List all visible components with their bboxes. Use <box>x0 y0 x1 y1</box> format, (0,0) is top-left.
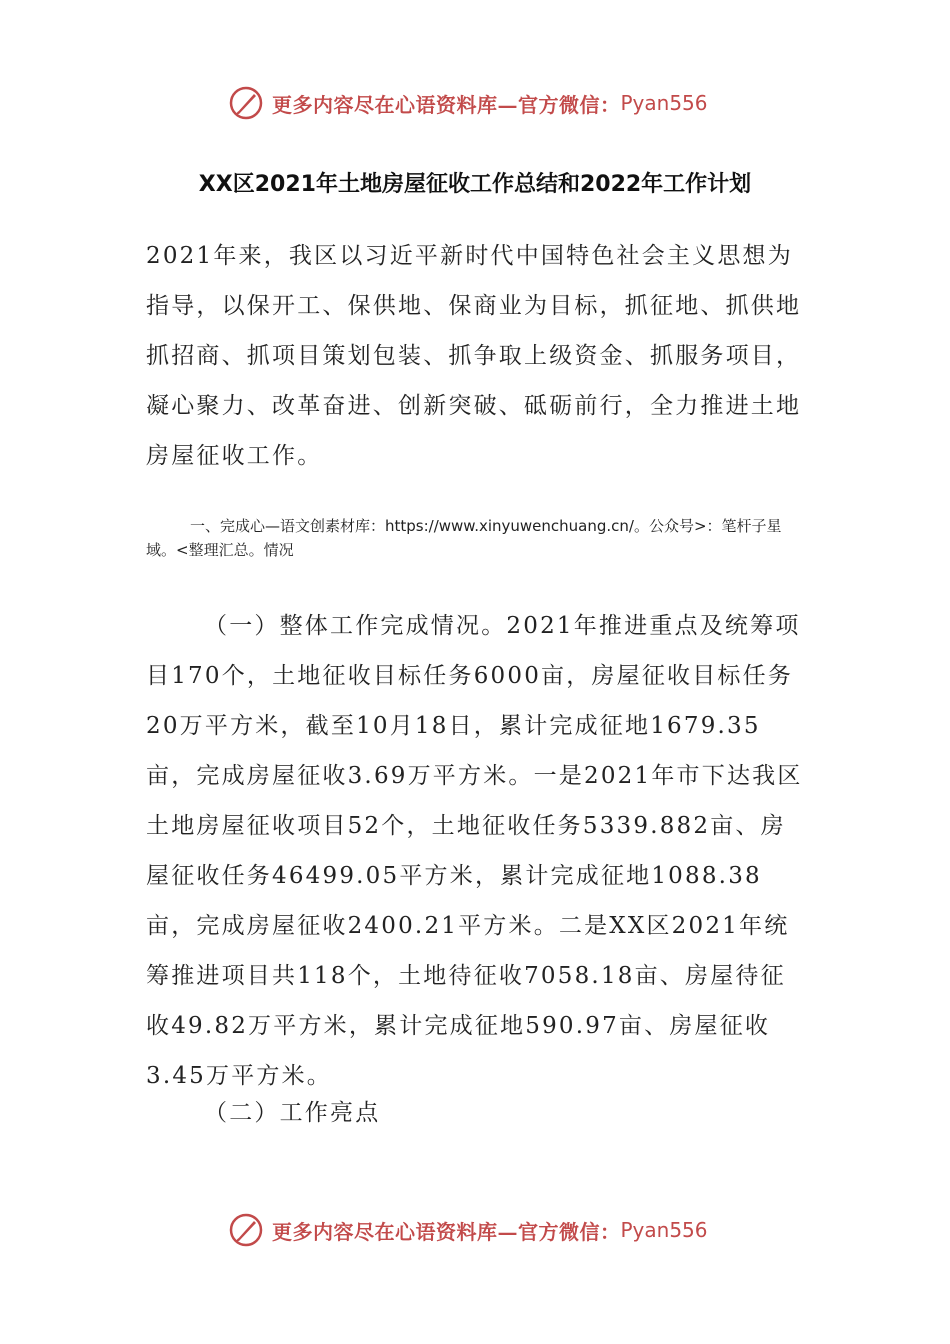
header-banner <box>228 83 708 123</box>
banner-text: 更多内容尽在心语资料库—官方微信： <box>272 92 621 117</box>
quill-seal-icon <box>228 1212 264 1248</box>
quill-seal-icon <box>228 85 264 121</box>
intro-paragraph: 2021年来，我区以习近平新时代中国特色社会主义思想为指导，以保开工、保供地、保商业为目标，抓征地、抓供地抓招商、抓项目策划包装、抓争取上级资金、抓服务项目，凝心聚力、改革奋进、创新突破、砥砺前行，全力推进土地房屋征收工作。 <box>146 243 802 469</box>
banner-wechat-id: Pyan556 <box>620 91 708 115</box>
banner-wechat-id: Pyan556 <box>620 1218 708 1242</box>
banner-text: 更多内容尽在心语资料库—官方微信： <box>272 1219 621 1244</box>
section-heading-note: 一、完成心—语文创素材库：https://www.xinyuwenchuang.cn/。公众号>：笔杆子星域。<整理汇总。情况 <box>146 517 782 559</box>
document-title: XX区2021年土地房屋征收工作总结和2022年工作计划 <box>198 171 752 197</box>
footer-banner <box>228 1210 708 1250</box>
highlights-heading: （二）工作亮点 <box>204 1100 381 1126</box>
overall-completion-paragraph: （一）整体工作完成情况。2021年推进重点及统筹项目170个，土地征收目标任务6000亩，房屋征收目标任务20万平方米，截至10月18日，累计完成征地1679.35亩，完成房屋征收3.69万平方米。一是2021年市下达我区土地房屋征收项目52个，土地征收任务5339.882亩、房屋征收任务46499.05平方米，累计完成征地1088.38亩，完成房屋征收2400.21平方米。二是XX区2021年统筹推进项目共118个，土地待征收7058.18亩、房屋待征收49.82万平方米，累计完成征地590.97亩、房屋征收3.45万平方米。 <box>146 613 803 1089</box>
